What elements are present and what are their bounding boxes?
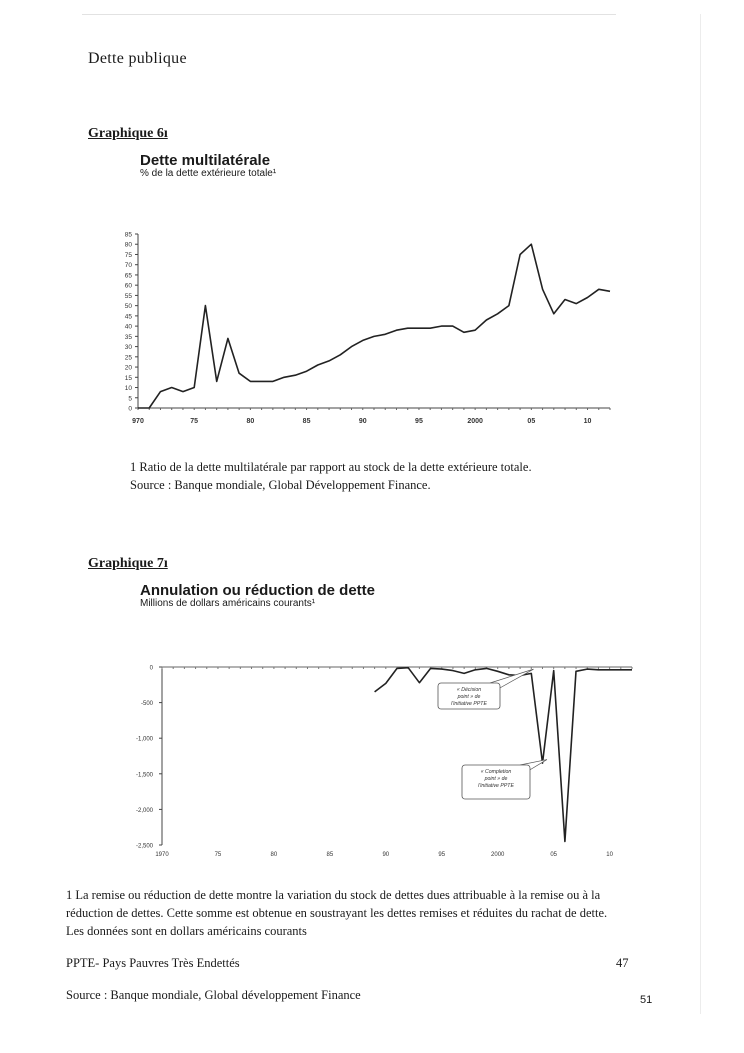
graph6-y-tick-label: 75 xyxy=(124,251,132,259)
graph6-y-tick-label: 85 xyxy=(124,231,132,239)
graph6-x-tick-label: 970 xyxy=(132,418,144,425)
graph7-x-tick-label: 75 xyxy=(214,852,222,858)
graph6-y-tick-label: 40 xyxy=(124,323,132,331)
graph6-y-tick-label: 15 xyxy=(124,374,132,382)
graph6-chart xyxy=(110,228,630,434)
graph6-y-tick-label: 5 xyxy=(128,395,132,403)
graph6-y-tick-label: 0 xyxy=(128,405,132,413)
graph7-y-tick-label: -1,500 xyxy=(135,772,153,779)
top-border-line xyxy=(82,14,616,15)
graph6-y-tick-label: 80 xyxy=(124,241,132,249)
graph6-y-tick-label: 25 xyxy=(124,354,132,362)
graph7-series-line xyxy=(375,668,632,842)
graph6-x-tick-label: 95 xyxy=(415,418,423,425)
graph6-label: Graphique 6ı xyxy=(88,126,168,141)
graph6-note: 1 Ratio de la dette multilatérale par rapport au stock de la dette extérieure totale. xyxy=(130,460,532,474)
graph7-x-tick-label: 80 xyxy=(270,852,278,858)
graph7-callout-text: « Completion xyxy=(480,769,512,775)
graph6-x-tick-label: 75 xyxy=(190,418,199,425)
graph6-x-tick-label: 10 xyxy=(583,418,592,425)
graph6-subtitle: % de la dette extérieure totale¹ xyxy=(140,168,277,179)
graph6-x-tick-label: 05 xyxy=(527,418,536,425)
graph7-callout-text: « Décision xyxy=(456,687,482,693)
graph6-y-tick-label: 10 xyxy=(124,385,132,393)
graph7-note-line1: 1 La remise ou réduction de dette montre la variation du stock de dettes dues attribuable à la remise ou à la xyxy=(66,888,601,902)
graph7-x-tick-label: 95 xyxy=(438,852,446,858)
graph7-title: Annulation ou réduction de dette xyxy=(140,582,375,599)
graph6-y-tick-label: 55 xyxy=(124,292,132,300)
graph6-y-tick-label: 65 xyxy=(124,272,132,280)
graph7-chart xyxy=(110,655,640,867)
section-title: Dette publique xyxy=(88,50,187,67)
graph6-series-line xyxy=(138,244,610,408)
graph7-note-line3: Les données sont en dollars américains courants xyxy=(66,924,307,938)
graph7-callout-text: point » de xyxy=(457,694,481,700)
footer-page-number: 47 xyxy=(616,956,629,970)
footer-source: Source : Banque mondiale, Global développement Finance xyxy=(66,988,361,1002)
graph7-label: Graphique 7ı xyxy=(88,556,168,571)
graph6-title: Dette multilatérale xyxy=(140,152,271,169)
graph6-y-tick-label: 20 xyxy=(124,364,132,372)
graph6-y-tick-label: 45 xyxy=(124,313,132,321)
footer-left: PPTE- Pays Pauvres Très Endettés xyxy=(66,956,240,970)
right-border-line xyxy=(700,14,701,1014)
graph6-source: Source : Banque mondiale, Global Développement Finance. xyxy=(130,478,431,492)
graph7-x-tick-label: 05 xyxy=(550,852,558,858)
graph7-y-tick-label: -500 xyxy=(140,701,153,708)
graph7-y-tick-label: -1,000 xyxy=(135,736,153,743)
graph7-x-tick-label: 2000 xyxy=(491,852,505,858)
graph7-y-tick-label: -2,500 xyxy=(135,843,153,850)
graph7-x-tick-label: 90 xyxy=(382,852,390,858)
graph7-x-tick-label: 85 xyxy=(326,852,334,858)
graph6-x-tick-label: 2000 xyxy=(467,418,483,425)
graph7-note-line2: réduction de dettes. Cette somme est obtenue en soustrayant les dettes remises et réduites du rachat de dette. xyxy=(66,906,608,920)
graph7-callout-text: point » de xyxy=(484,776,508,782)
graph6-x-tick-label: 90 xyxy=(358,418,367,425)
graph6-x-tick-label: 80 xyxy=(246,418,255,425)
graph6-y-tick-label: 50 xyxy=(124,303,132,311)
graph6-y-tick-label: 70 xyxy=(124,262,132,270)
graph6-y-tick-label: 60 xyxy=(124,282,132,290)
graph7-callout-text: l'initiative PPTE xyxy=(451,701,487,707)
graph7-subtitle: Millions de dollars américains courants¹ xyxy=(140,598,316,609)
graph7-callout-text: l'initiative PPTE xyxy=(478,783,514,789)
graph7-x-tick-label: 10 xyxy=(606,852,613,858)
graph7-y-tick-label: -2,000 xyxy=(135,807,153,814)
page-number: 51 xyxy=(640,994,653,1006)
graph6-y-tick-label: 30 xyxy=(124,344,132,352)
graph6-x-tick-label: 85 xyxy=(302,418,311,425)
graph7-y-tick-label: 0 xyxy=(149,665,153,672)
graph7-x-tick-label: 1970 xyxy=(155,852,169,858)
graph6-y-tick-label: 35 xyxy=(124,333,132,341)
